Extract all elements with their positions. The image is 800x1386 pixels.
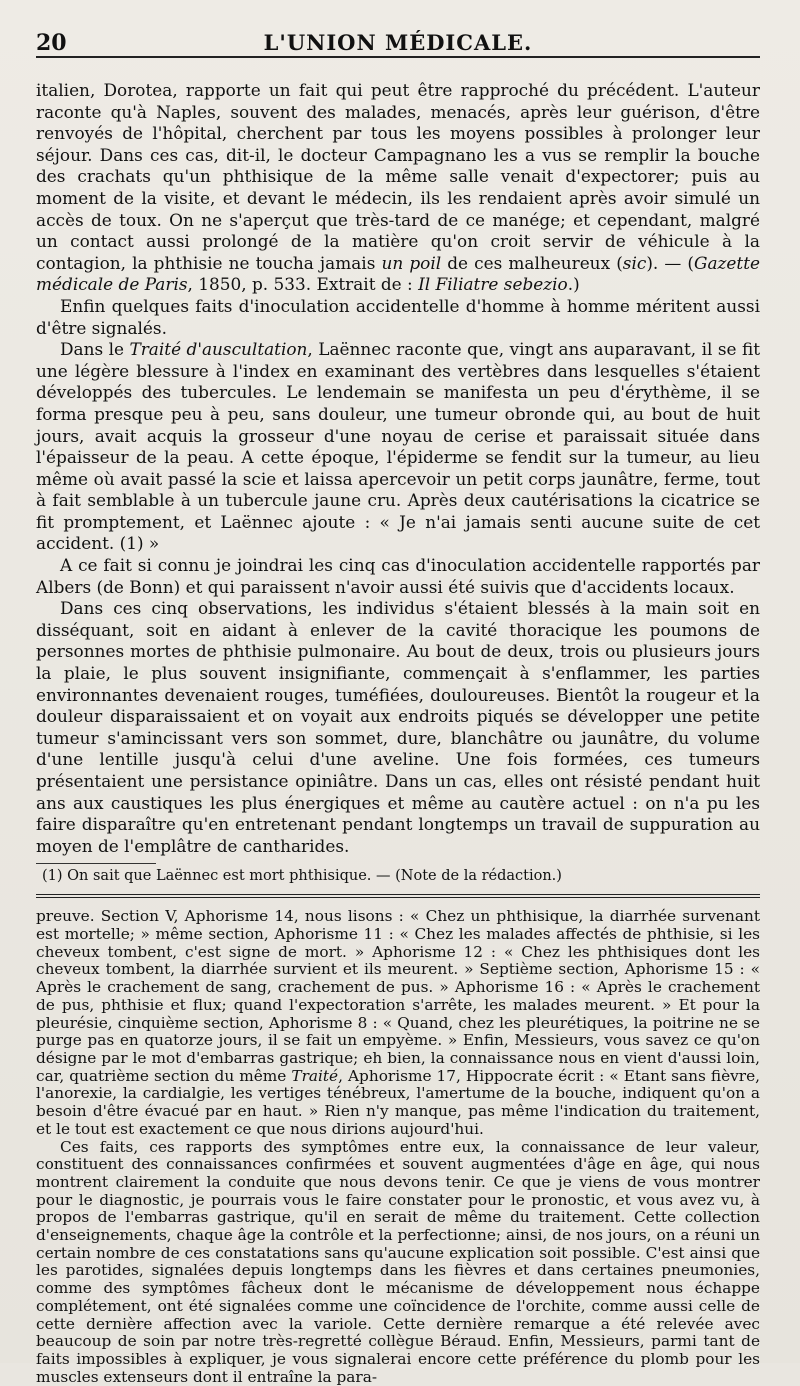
running-title: L'UNION MÉDICALE. (263, 30, 533, 55)
paragraph-dorotea: italien, Dorotea, rapporte un fait qui peut être rapproché du précédent. L'auteur raconte qu'à Naples, souvent des malades, menacés, après leur guérison, d'être renvoyés de l'hôpital, cherchent par tous les moyens possibles à prolonger leur séjour. Dans ces cas, dit-il, le docteur Campagnano les a vus se remplir la bouche des crachats qu'un phthisique de la même salle venait d'expectorer; puis au moment de la visite, et devant le médecin, ils les rendaient après avoir simulé un accès de toux. On ne s'aperçut que très-tard de ce manége; et cependant, malgré un contact aussi prolongé de la matière qu'on croit servir de véhicule à la contagion, la phthisie ne toucha jamais un poil de ces malheureux (sic). — (Gazette médicale de Paris, 1850, p. 533. Extrait de : Il Filiatre sebezio.) (36, 80, 760, 295)
paragraph-five-observations: Dans ces cinq observations, les individus s'étaient blessés à la main soit en disséquant, soit en aidant à enlever de la cavité thoracique les poumons de personnes mortes de phthisie pulmonaire. Au bout de deux, trois ou plusieurs jours la plaie, le plus souvent insignifiante, commençait à s'enflammer, les parties environnantes devenaient rouges, tuméfiées, douloureuses. Bientôt la rougeur et la douleur disparaissaient et on voyait aux endroits piqués se développer une petite tumeur s'amincissant vers son sommet, dure, blanchâtre ou jaunâtre, du volume d'une lentille jusqu'à celui d'une aveline. Une fois formées, ces tumeurs présentaient une persistance opiniâtre. Dans un cas, elles ont résisté pendant huit ans aux caustiques les plus énergiques et même au cautère actuel : on n'a pu les faire disparaître qu'en entretenant pendant longtemps un travail de suppuration au moyen de l'emplâtre de cantharides. (36, 598, 760, 856)
footnote: (1) On sait que Laënnec est mort phthisique. — (Note de la rédaction.) (42, 868, 562, 885)
page-number: 20 (36, 30, 67, 56)
continuation-article (36, 908, 760, 1386)
paragraph-albers: A ce fait si connu je joindrai les cinq cas d'inoculation accidentelle rapportés par Albers (de Bonn) et qui paraissent n'avoir aussi été suivis que d'accidents locaux. (36, 555, 760, 597)
main-article (36, 80, 760, 857)
paragraph-ces-faits: Ces faits, ces rapports des symptômes entre eux, la connaissance de leur valeur, constituent des connaissances confirmées et souvent augmentées d'âge en âge, qui nous montrent clairement la conduite que nous devons tenir. Ce que je viens de vous montrer pour le diagnostic, je pourrais vous le faire constater pour le pronostic, et vous avez vu, à propos de l'embarras gastrique, qu'il en serait de même du traitement. Cette collection d'enseignements, chaque âge la contrôle et la perfectionne; ainsi, de nos jours, on a réuni un certain nombre de ces constatations sans qu'aucune explication soit possible. C'est ainsi que les parotides, signalées depuis longtemps dans les fièvres et dans certaines pneumonies, comme des symptômes fâcheux dont le mécanisme de développement nous échappe complétement, ont été signalées comme une coïncidence de l'orchite, comme aussi celle de cette dernière affection avec la variole. Cette dernière remarque a été relevée avec beaucoup de soin par notre très-regretté collègue Béraud. Enfin, Messieurs, parmi tant de faits impossibles à expliquer, je vous signalerai encore cette préférence du plomb pour les muscles extenseurs dont il entraîne la para- (36, 1137, 760, 1386)
paragraph-laennec: Dans le Traité d'auscultation, Laënnec raconte que, vingt ans auparavant, il se fit une légère blessure à l'index en examinant des vertèbres dans lesquelles s'étaient développés des tubercules. Le lendemain se manifesta un peu d'érythème, il se forma presque peu à peu, sans douleur, une tumeur obronde qui, au bout de huit jours, avait acquis la grosseur d'une noyau de cerise et paraissait située dans l'épaisseur de la peau. A cette époque, l'épiderme se fendit sur la tumeur, au lieu même où avait passé la scie et laissa apercevoir un petit corps jaunâtre, ferme, tout à fait semblable à un tubercule jaune cru. Après deux cautérisations la cicatrice se fit promptement, et Laënnec ajoute : « Je n'ai jamais senti aucune suite de cet accident. (1) » (36, 339, 761, 554)
page-header (36, 22, 760, 58)
footnote-rule (36, 863, 156, 864)
paragraph-inoculation-intro: Enfin quelques faits d'inoculation accidentelle d'homme à homme méritent aussi d'être signalés. (36, 295, 760, 338)
paragraph-aphorismes: preuve. Section V, Aphorisme 14, nous lisons : « Chez un phthisique, la diarrhée survenant est mortelle; » même section, Aphorisme 11 : « Chez les malades affectés de phthisie, si les cheveux tombent, c'est signe de mort. » Aphorisme 12 : « Chez les phthisiques dont les cheveux tombent, la diarrhée survient et ils meurent. » Septième section, Aphorisme 15 : « Après le crachement de sang, crachement de pus. » Aphorisme 16 : « Après le crachement de pus, phthisie et flux; quand l'expectoration s'arrête, les malades meurent. » Et pour la pleurésie, cinquième section, Aphorisme 8 : « Quand, chez les pleurétiques, la poitrine ne se purge pas en quatorze jours, il se fait un empyème. » Enfin, Messieurs, vous savez ce qu'on désigne par le mot d'embarras gastrique; eh bien, la connaissance nous en vient d'aussi loin, car, quatrième section du même Traité, Aphorisme 17, Hippocrate écrit : « Etant sans fièvre, l'anorexie, la cardialgie, les vertiges ténébreux, l'amertume de la bouche, indiquent qu'on a besoin d'être évacué par en haut. » Rien n'y manque, pas même l'indication du traitement, et le tout est exactement ce que nous dirions aujourd'hui. (36, 907, 760, 1138)
section-divider (36, 894, 760, 900)
